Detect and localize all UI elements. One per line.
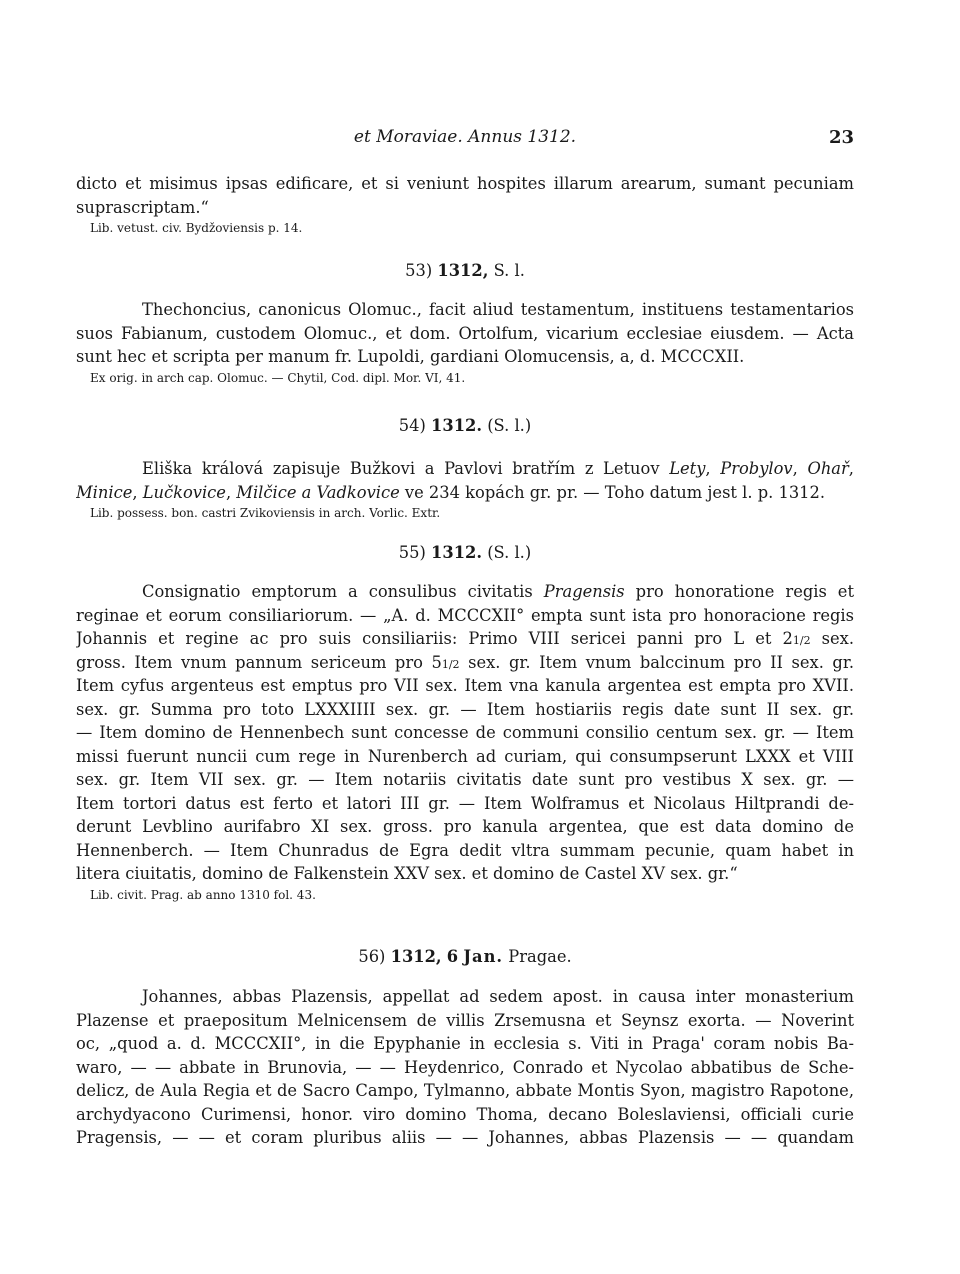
text-line: sex. gr. Item VII sex. gr. — Item notariis civitatis date sunt pro vestibus X sex. gr. —	[76, 770, 854, 789]
place-name: Pragensis	[543, 582, 625, 601]
entry-month: Jan.	[463, 947, 504, 966]
text-line: Pragensis, — — et coram pluribus aliis — — Johannes, abbas Plazensis — — quandam	[76, 1128, 854, 1147]
source-note: Lib. vetust. civ. Bydžoviensis p. 14.	[90, 221, 303, 235]
text-line: archydyacono Curimensi, honor. viro domino Thoma, decano Boleslaviensi, officiali curie	[76, 1104, 854, 1124]
entry-year: 1312.	[431, 416, 483, 435]
entry-heading	[76, 541, 854, 565]
entry-53-body	[76, 298, 854, 387]
place-name: Ohař	[807, 459, 849, 478]
text-line: Minice, Lučkovice, Milčice a Vadkovice ve 234 kopách gr. pr. — Toho datum jest l. p. 1312.	[76, 482, 826, 502]
entry-date: (S. l.)	[487, 543, 532, 562]
entry-heading	[76, 414, 854, 438]
text-line: litera ciuitatis, domino de Falkenstein XXV sex. et domino de Castel XV sex. gr.“	[76, 864, 738, 883]
fraction: 1/2	[441, 657, 460, 671]
text-line: missi fuerunt nuncii cum rege in Nurenberch ad curiam, qui consumpserunt LXXX et VIII	[76, 746, 854, 766]
entry-56-body	[76, 985, 854, 1150]
entry-54-body	[76, 457, 854, 522]
place-name: Lety	[669, 459, 706, 478]
page-number: 23	[828, 127, 854, 148]
place-name: Probylov	[720, 459, 793, 478]
entry-year: 1312,	[437, 261, 489, 280]
entry-number: 55)	[398, 543, 426, 562]
text-run: ve 234 kopách gr. pr. — Toho datum jest l. p. 1312.	[399, 482, 826, 502]
running-title: et Moraviae. Annus 1312.	[353, 127, 577, 147]
text-line: — Item domino de Hennenbech sunt concesse de communi consilio centum sex. gr. — Item	[76, 723, 854, 742]
text-run: sex.	[810, 629, 854, 648]
place-name: Minice	[76, 482, 133, 502]
entry-53	[76, 259, 854, 283]
entry-year: 1312.	[431, 543, 483, 562]
entry-place: Pragae.	[508, 947, 572, 966]
text-run: Eliška králová zapisuje Bužkovi a Pavlovi bratřím z Letuov	[142, 459, 670, 478]
source-note: Lib. possess. bon. castri Zvikoviensis in arch. Vorlic. Extr.	[90, 506, 441, 520]
text-line: Item cyfus argenteus est emptus pro VII sex. Item vna kanula argentea est empta pro XVII.	[76, 676, 854, 695]
entry-date: (S. l.)	[487, 416, 532, 435]
entry-number: 56)	[358, 947, 386, 966]
text-line: delicz, de Aula Regia et de Sacro Campo, Tylmanno, abbate Montis Syon, magistro Rapotone,	[76, 1081, 854, 1100]
text-run: gross. Item vnum pannum sericeum pro 5	[76, 652, 442, 672]
text-line	[76, 627, 854, 651]
text-line: Plazense et praepositum Melnicensem de villis Zrsemusna et Seynsz exorta. — Noverint	[76, 1010, 854, 1030]
entry-number: 54)	[398, 416, 426, 435]
source-note: Ex orig. in arch cap. Olomuc. — Chytil, Cod. dipl. Mor. VI, 41.	[90, 370, 466, 385]
text-run: Consignatio emptorum a consulibus civitatis	[142, 582, 544, 601]
text-line: waro, — — abbate in Brunovia, — — Heydenrico, Conrado et Nycolao abbatibus de Sche-	[76, 1057, 854, 1077]
entry-heading	[76, 259, 854, 283]
running-header	[76, 127, 854, 153]
entry-heading	[76, 945, 854, 969]
text-line: Johannes, abbas Plazensis, appellat ad sedem apost. in causa inter monasterium	[142, 987, 854, 1006]
text-line: suprascriptam.“	[76, 197, 209, 217]
place-name: Lučkovice	[142, 482, 226, 502]
text-line: derunt Levblino aurifabro XI sex. gross. pro kanula argentea, que est data domino de	[76, 817, 854, 836]
entry-date: S. l.	[493, 261, 525, 280]
entry-number: 53)	[405, 261, 433, 280]
text-line: suos Fabianum, custodem Olomuc., et dom. Ortolfum, vicarium ecclesiae eiusdem. — Acta	[76, 323, 854, 343]
entry-55-body	[76, 580, 854, 904]
text-run: Johannis et regine ac pro suis consiliariis: Primo VIII sericei panni pro L et 2	[76, 629, 793, 648]
text-line: dicto et misimus ipsas edificare, et si veniunt hospites illarum arearum, sumant pecuniam	[76, 174, 854, 193]
text-run: pro honoratione regis et	[624, 582, 854, 601]
continuation-text	[76, 172, 854, 237]
entry-54	[76, 414, 854, 438]
entry-day: 6	[446, 947, 459, 966]
text-line: Hennenberch. — Item Chunradus de Egra dedit vltra summam pecunie, quam habet in	[76, 840, 854, 860]
entry-year: 1312,	[390, 947, 442, 966]
text-line: sunt hec et scripta per manum fr. Lupoldi, gardiani Olomucensis, a, d. MCCCXII.	[76, 347, 745, 366]
source-note: Lib. civit. Prag. ab anno 1310 fol. 43.	[90, 887, 316, 902]
place-name: Milčice a Vadkovice	[236, 482, 400, 502]
text-line: sex. gr. Summa pro toto LXXXIIII sex. gr. — Item hostiariis regis date sunt II sex. gr.	[76, 699, 854, 719]
text-line	[76, 580, 854, 604]
text-run: sex. gr. Item vnum balccinum pro II sex. gr.	[459, 652, 854, 672]
entry-56	[76, 945, 854, 969]
text-line: Eliška králová zapisuje Bužkovi a Pavlovi bratřím z Letuov Lety, Probylov, Ohař,	[142, 459, 854, 478]
text-line: Thechoncius, canonicus Olomuc., facit aliud testamentum, instituens testamentarios	[142, 300, 854, 319]
text-line: oc, „quod a. d. MCCCXII°, in die Epyphanie in ecclesia s. Viti in Praga' coram nobis Ba-	[76, 1034, 854, 1053]
text-line: reginae et eorum consiliariorum. — „A. d. MCCCXII° empta sunt ista pro honoracione regis	[76, 605, 854, 625]
entry-55	[76, 541, 854, 565]
text-line	[76, 651, 854, 675]
fraction: 1/2	[792, 634, 811, 647]
text-line: Item tortori datus est ferto et latori III gr. — Item Wolframus et Nicolaus Hiltprandi de-	[76, 793, 854, 813]
